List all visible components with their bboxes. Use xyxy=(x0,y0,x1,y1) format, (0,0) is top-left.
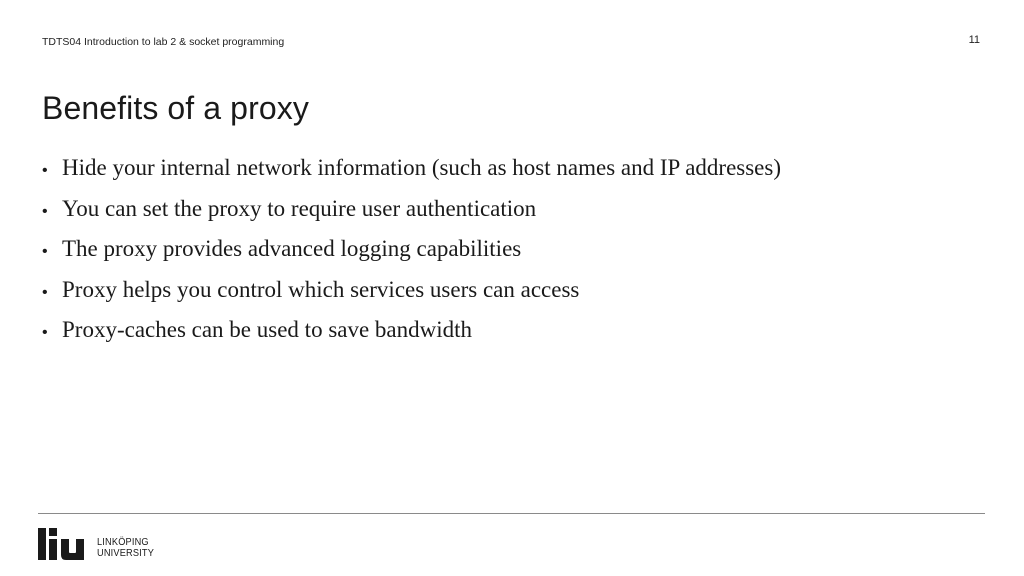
page-number: 11 xyxy=(968,34,980,46)
liu-logo-mark-icon xyxy=(38,528,92,560)
bullet-marker: • xyxy=(42,324,48,341)
bullet-text: The proxy provides advanced logging capabilities xyxy=(62,236,522,261)
logo-wordmark xyxy=(97,537,154,560)
bullet-marker: • xyxy=(42,243,48,260)
bullet-text: Proxy helps you control which services users can access xyxy=(62,276,580,302)
slide-title: Benefits of a proxy xyxy=(42,90,309,126)
course-label: TDTS04 Introduction to lab 2 & socket programming xyxy=(42,36,285,48)
bullet-item xyxy=(42,317,982,358)
bullet-text: Proxy-caches can be used to save bandwidth xyxy=(62,317,473,342)
logo-line-2: UNIVERSITY xyxy=(97,548,155,559)
bullet-list xyxy=(42,155,982,358)
bullet-text: You can set the proxy to require user authentication xyxy=(62,195,537,221)
bullet-item xyxy=(42,196,982,237)
bullet-marker: • xyxy=(42,162,48,179)
bullet-marker: • xyxy=(42,202,48,220)
logo-line-1: LINKÖPING xyxy=(97,537,149,548)
university-logo xyxy=(38,528,159,560)
bullet-marker: • xyxy=(42,283,48,301)
footer-divider xyxy=(38,513,985,514)
bullet-text: Hide your internal network information (such as host names and IP addresses) xyxy=(62,155,781,180)
bullet-item xyxy=(42,277,982,318)
bullet-item xyxy=(42,155,982,196)
bullet-item xyxy=(42,236,982,277)
